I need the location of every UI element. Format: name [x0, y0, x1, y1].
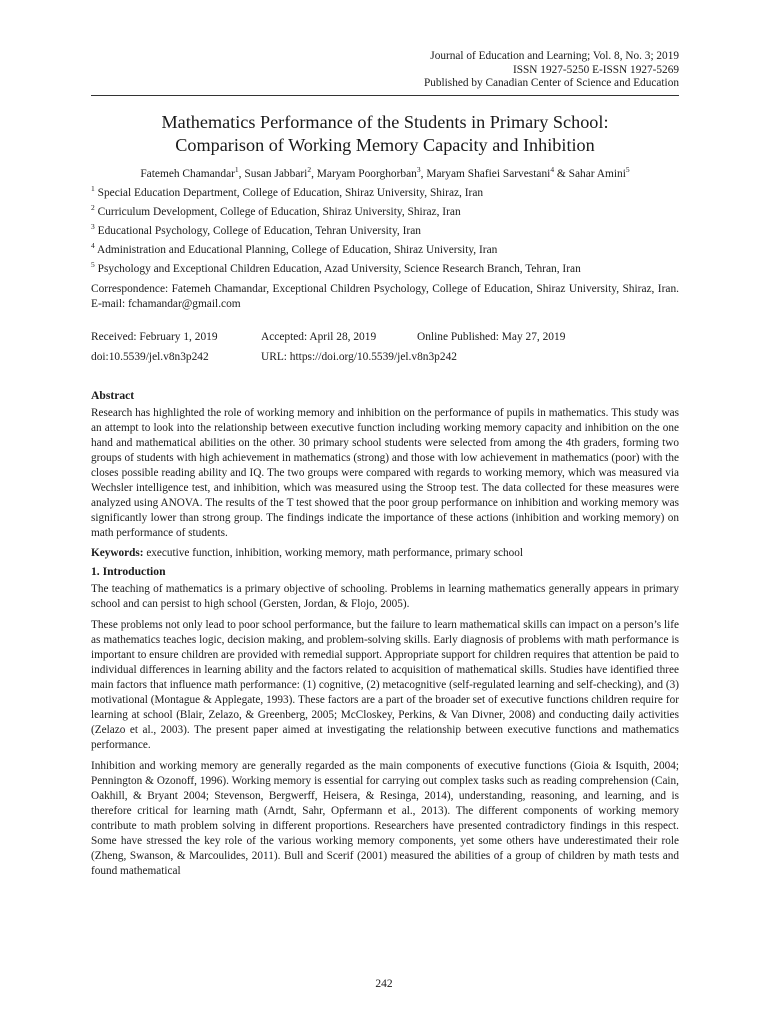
journal-issn: ISSN 1927-5250 E-ISSN 1927-5269	[512, 63, 679, 76]
affiliation-mark: 1	[91, 183, 95, 193]
title-line-1: Mathematics Performance of the Students in Primary School:	[161, 111, 609, 132]
author-affiliation-mark: 3	[416, 164, 421, 174]
affiliation-mark: 2	[91, 202, 95, 212]
paper-page	[91, 50, 679, 879]
publication-dates	[91, 330, 679, 370]
abstract-text: Research has highlighted the role of working memory and inhibition on the performance of pupils in mathematics. This study was an attempt to look into the relationship between executive function including working memory capacity and inhibition on the one hand and mathematical abilities on the other. 30 primary school students were selected from among the 4th graders, forming two groups of students with high achievement in mathematics (strong) and those with low achievement in mathematics (poor) with the closes possible reading ability and IQ. The two groups were compared with regards to working memory, which was measured via Wechsler intelligence test, and inhibition, which was measured using the Stroop test. The data collected for these measures were analyzed using ANOVA. The results of the T test showed that the poor group performance on inhibition and working memory was significantly lower than strong group. The findings indicate the importance of these actions (inhibition and working memory) on math performance of students.	[91, 406, 679, 539]
author-affiliation-mark: 2	[307, 164, 312, 174]
author-name: Maryam Shafiei Sarvestani	[426, 167, 551, 180]
author-separator: &	[554, 167, 569, 180]
affiliation-text: Curriculum Development, College of Education, Shiraz University, Shiraz, Iran	[97, 205, 461, 218]
journal-name: Journal of Education and Learning; Vol. 8, No. 3; 2019	[430, 50, 679, 62]
affiliation-mark: 4	[91, 240, 95, 250]
affiliation-mark: 5	[91, 259, 95, 269]
doi: doi:10.5539/jel.v8n3p242	[91, 350, 209, 363]
author-separator: ,	[420, 167, 427, 180]
author-name: Susan Jabbari	[244, 167, 308, 180]
affiliation-mark: 3	[91, 221, 95, 231]
abstract-heading: Abstract	[91, 388, 135, 402]
keywords	[91, 546, 679, 561]
author-affiliation-mark: 5	[625, 164, 630, 174]
affiliation-2	[91, 202, 679, 219]
author-separator: ,	[238, 167, 245, 180]
author-affiliation-mark: 1	[234, 164, 239, 174]
journal-publisher: Published by Canadian Center of Science and Education	[423, 77, 679, 89]
affiliation-3	[91, 221, 679, 238]
affiliation-4	[91, 240, 679, 257]
received-date: Received: February 1, 2019	[91, 330, 218, 343]
author-name: Maryam Poorghorban	[316, 167, 417, 180]
affiliation-text: Psychology and Exceptional Children Education, Azad University, Science Research Branch, Tehran, Iran	[97, 262, 581, 275]
paper-title	[91, 111, 679, 157]
keywords-label: Keywords:	[91, 546, 144, 559]
doi-url[interactable]: URL: https://doi.org/10.5539/jel.v8n3p242	[261, 350, 457, 363]
author-separator: ,	[311, 167, 317, 180]
correspondence: Correspondence: Fatemeh Chamandar, Exceptional Children Psychology, College of Education, Shiraz University, Shiraz, Iran. E-mail: fchamandar@gmail.com	[91, 282, 679, 310]
intro-paragraph-2: These problems not only lead to poor school performance, but the failure to learn mathematical skills can impact on a person’s life as mathematics teaches logic, decision making, and problem-solving skills. Early diagnosis of problems with math performance is important to ensure children are provided with remedial support. Appropriate support for children requires that attention be paid to individual differences in learning ability and the factors related to acquisition of mathematical skills. Studies have identified three main factors that influence math performance: (1) cognitive, (2) metacognitive (self-regulated learning and self-checking), and (3) motivational (Montague & Applegate, 1993). These factors are a part of the broader set of executive functions children require for learning at school (Blair, Zelazo, & Greenberg, 2005; McCloskey, Perkins, & Van Divner, 2008) and conducting daily activities (Zelazo et al., 2003). The present paper aimed at investigating the relationship between executive functions and mathematics performance.	[91, 618, 679, 751]
title-line-2: Comparison of Working Memory Capacity and Inhibition	[175, 134, 595, 155]
affiliation-text: Administration and Educational Planning, College of Education, Shiraz University, Iran	[96, 243, 498, 256]
published-date: Online Published: May 27, 2019	[417, 330, 566, 343]
intro-paragraph-1: The teaching of mathematics is a primary objective of schooling. Problems in learning mathematics generally appears in primary school and can persist to high school (Gersten, Jordan, & Flojo, 2005).	[91, 582, 679, 610]
accepted-date: Accepted: April 28, 2019	[261, 330, 377, 343]
journal-header	[91, 50, 679, 96]
author-name: Sahar Amini	[568, 167, 626, 180]
author-name: Fatemeh Chamandar	[140, 167, 235, 180]
intro-paragraph-3: Inhibition and working memory are generally regarded as the main components of executive functions (Gioia & Isquith, 2004; Pennington & Ozonoff, 1996). Working memory is essential for carrying out complex tasks such as reading comprehension (Cain, Oakhill, & Bryant 2004; Stevenson, Bergwerff, Heisera, & Resinga, 2014), understanding, reasoning, and learning, and is therefore critical for learning math (Arndt, Sahr, Opfermann et al., 2013). The different components of working memory contribute to math problem solving in different proportions. Researchers have presented contradictory findings in this respect. Some have stressed the key role of the various working memory components, yet some others have underestimated their role (Zheng, Swanson, & Marcoulides, 2011). Bull and Scerif (2001) measured the abilities of a group of children by math tests and found mathematical	[91, 759, 679, 877]
affiliation-text: Educational Psychology, College of Education, Tehran University, Iran	[97, 224, 421, 237]
section-heading-introduction: 1. Introduction	[91, 564, 166, 578]
affiliation-text: Special Education Department, College of Education, Shiraz University, Shiraz, Iran	[97, 186, 484, 199]
author-list	[91, 164, 679, 181]
affiliation-1	[91, 183, 679, 200]
page-number: 242	[375, 978, 393, 990]
keywords-text: executive function, inhibition, working memory, math performance, primary school	[143, 546, 523, 559]
author-affiliation-mark: 4	[550, 164, 555, 174]
affiliation-5	[91, 259, 679, 276]
